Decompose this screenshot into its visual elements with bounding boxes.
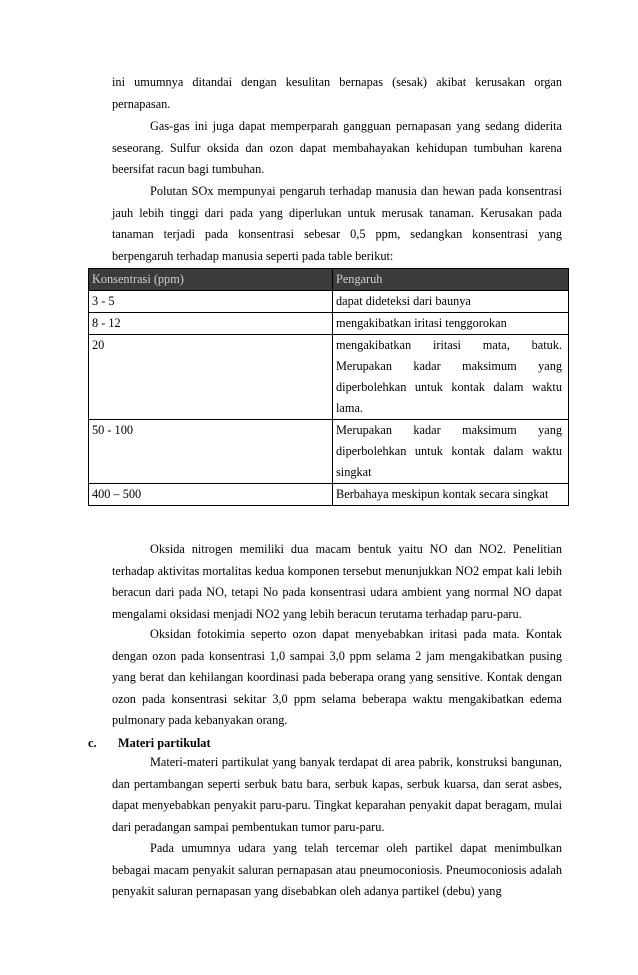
cell-konsentrasi: 400 – 500	[89, 484, 333, 506]
section-heading	[88, 733, 211, 754]
paragraph-respiratory-damage: ini umumnya ditandai dengan kesulitan bernapas (sesak) akibat kerusakan organ pernapasan.	[112, 75, 562, 111]
paragraph-pneumoconiosis: Pada umumnya udara yang telah tercemar oleh partikel dapat menimbulkan bebagai macam penyakit saluran pernapasan atau pneumoconiosis. Pneumoconiosis adalah penyakit saluran pernapasan yang disebabkan oleh adanya partikel (debu) yang	[112, 841, 562, 899]
cell-pengaruh: Berbahaya meskipun kontak secara singkat	[333, 484, 569, 506]
cell-pengaruh: Merupakan kadar maksimum yang diperbolehkan untuk kontak dalam waktu singkat	[333, 420, 569, 484]
table-header-row	[89, 269, 569, 291]
cell-pengaruh: mengakibatkan iritasi tenggorokan	[333, 313, 569, 335]
table-row	[89, 291, 569, 313]
table-row	[89, 484, 569, 506]
cell-pengaruh: dapat dideteksi dari baunya	[333, 291, 569, 313]
cell-konsentrasi: 8 - 12	[89, 313, 333, 335]
section-title: Materi partikulat	[118, 736, 211, 750]
cell-konsentrasi: 3 - 5	[89, 291, 333, 313]
table-row	[89, 420, 569, 484]
column-header-konsentrasi: Konsentrasi (ppm)	[89, 269, 333, 291]
paragraph-particulate-sources: Materi-materi partikulat yang banyak terdapat di area pabrik, konstruksi bangunan, dan pertambangan seperti serbuk batu bara, serbuk kapas, serbuk kuarsa, dan serat asbes, dapat menyebabkan penyakit paru-paru. Tingkat keparahan penyakit dapat beragam, mulai dari peradangan sampai pembentukan tumor paru-paru.	[112, 755, 562, 834]
paragraph-sox-effects: Polutan SOx mempunyai pengaruh terhadap manusia dan hewan pada konsentrasi jauh lebih tinggi dari pada yang diperlukan untuk merusak tanaman. Kerusakan pada tanaman terjadi pada konsentrasi sebesar 0,5 ppm, sedangkan konsentrasi yang berpengaruh terhadap manusia seperti pada table berikut:	[112, 184, 562, 263]
cell-konsentrasi: 50 - 100	[89, 420, 333, 484]
cell-pengaruh: mengakibatkan iritasi mata, batuk. Merupakan kadar maksimum yang diperbolehkan untuk kontak dalam waktu lama.	[333, 335, 569, 420]
paragraph-gas-effects: Gas-gas ini juga dapat memperparah gangguan pernapasan yang sedang diderita seseorang. Sulfur oksida dan ozon dapat membahayakan kehidupan tumbuhan karena beersifat racun bagi tumbuhan.	[112, 119, 562, 177]
paragraph-photochemical-oxidant: Oksidan fotokimia seperto ozon dapat menyebabkan iritasi pada mata. Kontak dengan ozon pada konsentrasi 1,0 sampai 3,0 ppm selama 2 jam mengakibatkan pusing yang berat dan kehilangan koordinasi pada beberapa orang yang sensitive. Kontak dengan ozon pada konsentrasi sekitar 3,0 ppm selama beberapa waktu mengakibatkan edema pulmonary pada kebanyakan orang.	[112, 627, 562, 728]
paragraph-nitrogen-oxide: Oksida nitrogen memiliki dua macam bentuk yaitu NO dan NO2. Penelitian terhadap aktivitas mortalitas kedua komponen tersebut menunjukkan NO2 empat kali lebih beracun dari pada NO, tetapi No pada konsentrasi udara ambient yang normal NO dapat mengalami oksidasi menjadi NO2 yang lebih beracun terutama terhadap paru-paru.	[112, 542, 562, 621]
column-header-pengaruh: Pengaruh	[333, 269, 569, 291]
table-row	[89, 313, 569, 335]
cell-konsentrasi: 20	[89, 335, 333, 420]
sox-concentration-table	[88, 268, 569, 506]
table-row	[89, 335, 569, 420]
section-number: c.	[88, 736, 97, 750]
